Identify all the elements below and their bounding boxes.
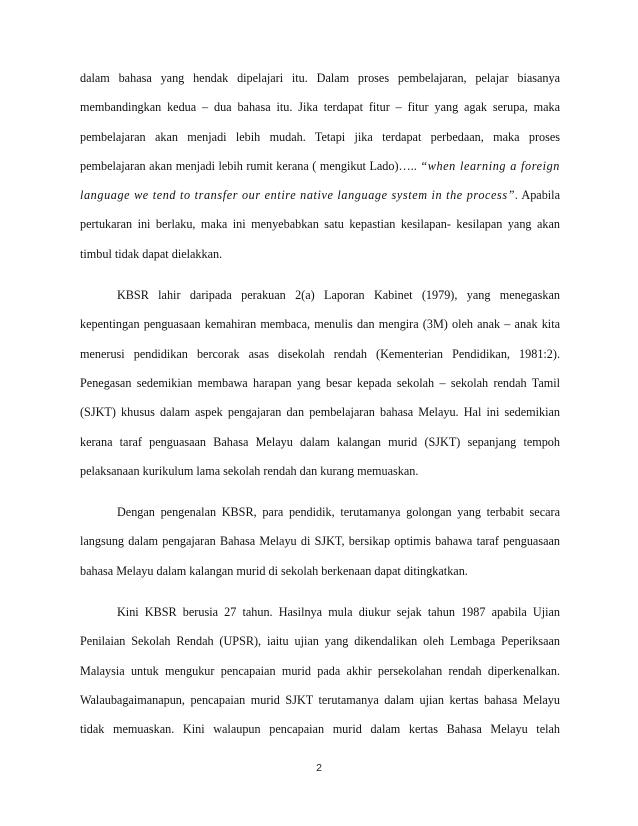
document-page [80, 64, 560, 745]
paragraph-gap [80, 586, 560, 598]
paragraph-kbsr-introduction: Dengan pengenalan KBSR, para pendidik, terutamanya golongan yang terbabit secara langsung dalam pengajaran Bahasa Melayu di SJKT, bersikap optimis bahawa taraf penguasaan bahasa Melayu dalam kalangan murid di sekolah berkenaan dapat ditingkatkan. [80, 505, 560, 578]
paragraph-kbsr-results: Kini KBSR berusia 27 tahun. Hasilnya mula diukur sejak tahun 1987 apabila Ujian Penilaian Sekolah Rendah (UPSR), iaitu ujian yang dikendalikan oleh Lembaga Peperiksaan Malaysia untuk mengukur pencapaian murid pada akhir persekolahan rendah diperkenalkan. Walaubagaimanapun, pencapaian murid SJKT terutamanya dalam ujian kertas bahasa Melayu tidak memuaskan. Kini walaupun pencapaian murid dalam kertas Bahasa Melayu telah [80, 605, 560, 737]
paragraph-gap [80, 269, 560, 281]
paragraph-text: Apabila pertukaran ini berlaku, maka ini menyebabkan satu kepastian kesilapan- kesilapan yang akan timbul tidak dapat dielakkan. [80, 188, 560, 261]
paragraph-text: dalam bahasa yang hendak dipelajari itu. Dalam proses pembelajaran, pelajar biasanya membandingkan kedua – dua bahasa itu. Jika terdapat fitur – fitur yang agak serupa, maka pembelajaran akan menjadi lebih mudah. Tetapi jika terdapat perbedaan, maka proses pembelajaran akan menjadi lebih rumit kerana ( mengikut Lado)….. [80, 71, 560, 173]
page-number: 2 [316, 762, 322, 774]
paragraph-gap [80, 486, 560, 498]
italic-quote: “when learning a foreign language we tend to transfer our entire native language system in the process”. [80, 158, 560, 203]
paragraph-kbsr-origin: KBSR lahir daripada perakuan 2(a) Laporan Kabinet (1979), yang menegaskan kepentingan penguasaan kemahiran membaca, menulis dan mengira (3M) oleh anak – anak kita menerusi pendidikan bercorak asas disekolah rendah (Kementerian Pendidikan, 1981:2). Penegasan sedemikian membawa harapan yang besar kepada sekolah – sekolah rendah Tamil (SJKT) khusus dalam aspek pengajaran dan pembelajaran bahasa Melayu. Hal ini sedemikian kerana taraf penguasaan Bahasa Melayu dalam kalangan murid (SJKT) sepanjang tempoh pelaksanaan kurikulum lama sekolah rendah dan kurang memuaskan. [80, 288, 560, 478]
paragraph-lado-quote [80, 64, 560, 269]
